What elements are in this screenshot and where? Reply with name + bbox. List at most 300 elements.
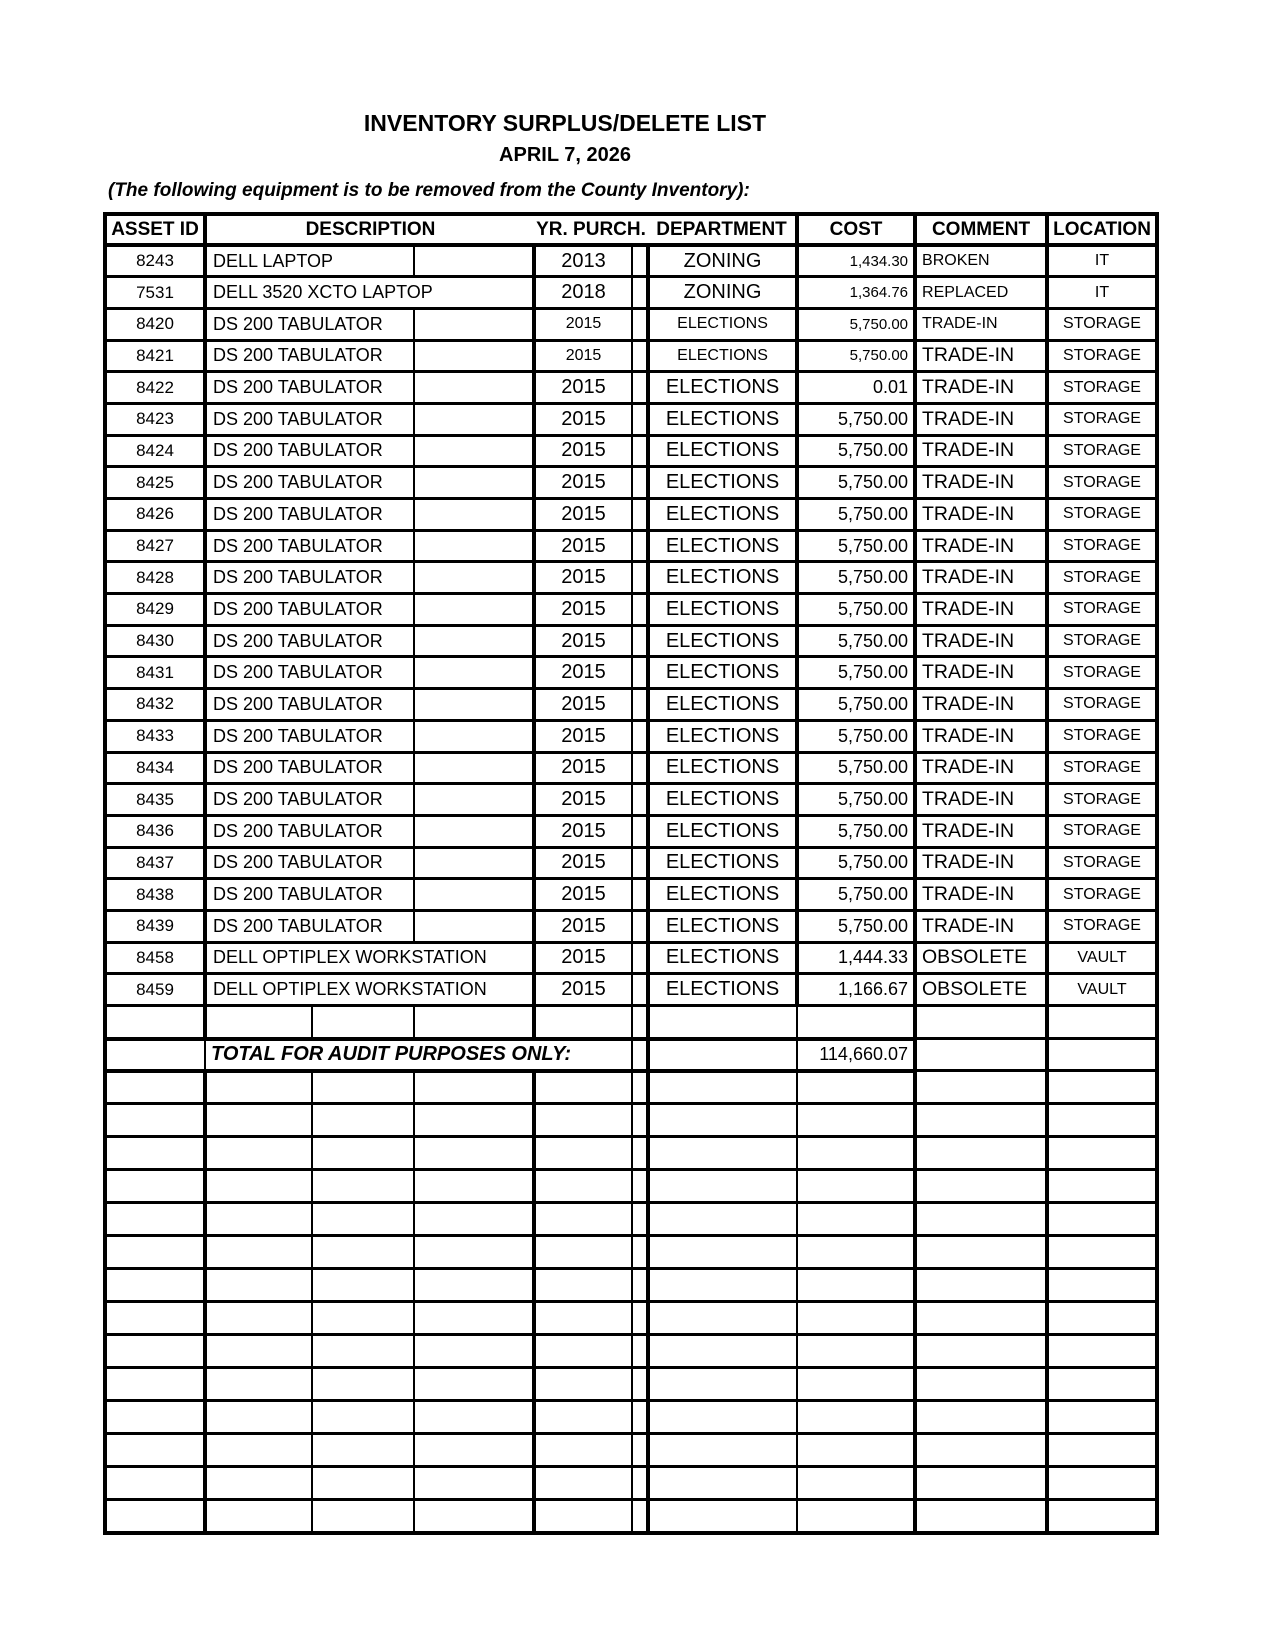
- cell-spacer: [632, 942, 648, 974]
- cell-comment: TRADE-IN: [915, 435, 1047, 467]
- cell-comment: BROKEN: [915, 245, 1047, 277]
- empty-cell: [312, 1434, 414, 1467]
- empty-row: [105, 1401, 1157, 1434]
- cell-comment: OBSOLETE: [915, 974, 1047, 1006]
- table-row: [105, 847, 1157, 879]
- empty-cell: [205, 1434, 312, 1467]
- empty-cell: [414, 1203, 534, 1236]
- cell-department: ELECTIONS: [648, 403, 797, 435]
- empty-cell: [105, 1236, 205, 1269]
- empty-cell: [915, 1236, 1047, 1269]
- empty-cell: [797, 1006, 915, 1039]
- empty-row: [105, 1236, 1157, 1269]
- cell-department: ELECTIONS: [648, 308, 797, 340]
- empty-cell: [648, 1104, 797, 1137]
- cell-comment: TRADE-IN: [915, 815, 1047, 847]
- empty-cell: [414, 1170, 534, 1203]
- empty-row: [105, 1104, 1157, 1137]
- header-asset-id: ASSET ID: [105, 214, 205, 245]
- cell-spacer: [632, 625, 648, 657]
- cell-year-purchased: 2015: [534, 530, 632, 562]
- blank-row: [105, 1006, 1157, 1039]
- empty-cell: [105, 1104, 205, 1137]
- cell-description: DS 200 TABULATOR: [205, 752, 414, 784]
- table-row: [105, 784, 1157, 816]
- cell-location: STORAGE: [1047, 910, 1157, 942]
- empty-cell: [1047, 1500, 1157, 1533]
- empty-cell: [105, 1368, 205, 1401]
- empty-cell: [534, 1467, 632, 1500]
- cell-department: ELECTIONS: [648, 657, 797, 689]
- cell-spacer: [632, 815, 648, 847]
- cell-comment: REPLACED: [915, 277, 1047, 309]
- cell-cost: 5,750.00: [797, 467, 915, 499]
- cell-cost: 5,750.00: [797, 784, 915, 816]
- empty-cell: [1047, 1434, 1157, 1467]
- empty-cell: [205, 1401, 312, 1434]
- cell-department: ZONING: [648, 277, 797, 309]
- empty-cell: [1047, 1203, 1157, 1236]
- cell-cost: 5,750.00: [797, 815, 915, 847]
- cell-comment: TRADE-IN: [915, 689, 1047, 721]
- empty-cell: [648, 1203, 797, 1236]
- cell-spacer: [632, 277, 648, 309]
- empty-cell: [648, 1335, 797, 1368]
- empty-cell: [534, 1137, 632, 1170]
- cell-cost: 5,750.00: [797, 594, 915, 626]
- total-row: [105, 1039, 1157, 1071]
- cell-asset-id: 8425: [105, 467, 205, 499]
- empty-cell: [105, 1335, 205, 1368]
- cell-cost: 5,750.00: [797, 308, 915, 340]
- cell-year-purchased: 2015: [534, 847, 632, 879]
- cell-spacer: [632, 879, 648, 911]
- cell-department: ELECTIONS: [648, 435, 797, 467]
- empty-cell: [797, 1236, 915, 1269]
- empty-cell: [534, 1500, 632, 1533]
- table-row: [105, 594, 1157, 626]
- cell-description: DS 200 TABULATOR: [205, 815, 414, 847]
- empty-cell: [312, 1368, 414, 1401]
- empty-cell: [312, 1500, 414, 1533]
- cell-location: IT: [1047, 245, 1157, 277]
- cell-description: DS 200 TABULATOR: [205, 308, 414, 340]
- cell-location: STORAGE: [1047, 689, 1157, 721]
- cell-description-spill: [414, 752, 534, 784]
- empty-cell: [414, 1368, 534, 1401]
- cell-description-spill: [414, 340, 534, 372]
- cell-department: ELECTIONS: [648, 784, 797, 816]
- cell-asset-id: 8434: [105, 752, 205, 784]
- empty-cell: [648, 1302, 797, 1335]
- cell-description: DS 200 TABULATOR: [205, 340, 414, 372]
- empty-cell: [105, 1039, 205, 1071]
- empty-cell: [1047, 1335, 1157, 1368]
- cell-location: STORAGE: [1047, 530, 1157, 562]
- header-comment: COMMENT: [915, 214, 1047, 245]
- table-row: [105, 974, 1157, 1006]
- cell-spacer: [632, 784, 648, 816]
- empty-cell: [312, 1467, 414, 1500]
- cell-asset-id: 8438: [105, 879, 205, 911]
- cell-asset-id: 8422: [105, 372, 205, 404]
- empty-cell: [105, 1302, 205, 1335]
- cell-year-purchased: 2013: [534, 245, 632, 277]
- empty-cell: [915, 1302, 1047, 1335]
- cell-location: STORAGE: [1047, 340, 1157, 372]
- cell-year-purchased: 2015: [534, 974, 632, 1006]
- empty-row: [105, 1137, 1157, 1170]
- cell-year-purchased: 2015: [534, 689, 632, 721]
- empty-cell: [797, 1467, 915, 1500]
- cell-cost: 5,750.00: [797, 847, 915, 879]
- empty-row: [105, 1335, 1157, 1368]
- empty-cell: [1047, 1269, 1157, 1302]
- cell-description: DS 200 TABULATOR: [205, 879, 414, 911]
- cell-description-spill: [414, 308, 534, 340]
- cell-spacer: [632, 530, 648, 562]
- cell-description: DS 200 TABULATOR: [205, 720, 414, 752]
- cell-cost: 5,750.00: [797, 657, 915, 689]
- empty-cell: [915, 1434, 1047, 1467]
- empty-cell: [414, 1302, 534, 1335]
- table-row: [105, 942, 1157, 974]
- document-note: (The following equipment is to be removed from the County Inventory):: [108, 180, 750, 201]
- cell-cost: 5,750.00: [797, 910, 915, 942]
- cell-location: STORAGE: [1047, 403, 1157, 435]
- empty-cell: [797, 1203, 915, 1236]
- cell-year-purchased: 2018: [534, 277, 632, 309]
- cell-year-purchased: 2015: [534, 372, 632, 404]
- cell-location: STORAGE: [1047, 467, 1157, 499]
- cell-year-purchased: 2015: [534, 403, 632, 435]
- cell-description: DELL 3520 XCTO LAPTOP: [205, 277, 534, 309]
- empty-cell: [648, 1500, 797, 1533]
- cell-description-spill: [414, 879, 534, 911]
- empty-cell: [915, 1368, 1047, 1401]
- cell-spacer: [632, 562, 648, 594]
- cell-year-purchased: 2015: [534, 340, 632, 372]
- cell-cost: 5,750.00: [797, 403, 915, 435]
- empty-cell: [105, 1269, 205, 1302]
- empty-cell: [797, 1137, 915, 1170]
- empty-cell: [312, 1269, 414, 1302]
- cell-comment: TRADE-IN: [915, 879, 1047, 911]
- empty-cell: [534, 1104, 632, 1137]
- cell-year-purchased: 2015: [534, 815, 632, 847]
- empty-cell: [534, 1434, 632, 1467]
- cell-location: STORAGE: [1047, 594, 1157, 626]
- cell-cost: 5,750.00: [797, 435, 915, 467]
- document-date: APRIL 7, 2026: [499, 144, 631, 166]
- cell-asset-id: 8429: [105, 594, 205, 626]
- cell-description: DS 200 TABULATOR: [205, 467, 414, 499]
- cell-asset-id: 8424: [105, 435, 205, 467]
- empty-row: [105, 1071, 1157, 1104]
- empty-cell: [205, 1269, 312, 1302]
- empty-cell: [312, 1104, 414, 1137]
- empty-cell: [648, 1434, 797, 1467]
- cell-location: STORAGE: [1047, 847, 1157, 879]
- empty-cell: [414, 1335, 534, 1368]
- empty-cell: [534, 1401, 632, 1434]
- cell-asset-id: 8420: [105, 308, 205, 340]
- empty-cell: [105, 1434, 205, 1467]
- empty-cell: [648, 1071, 797, 1104]
- empty-cell: [414, 1236, 534, 1269]
- empty-cell: [797, 1269, 915, 1302]
- cell-department: ELECTIONS: [648, 625, 797, 657]
- cell-description-spill: [414, 467, 534, 499]
- cell-comment: TRADE-IN: [915, 372, 1047, 404]
- cell-year-purchased: 2015: [534, 562, 632, 594]
- cell-asset-id: 8435: [105, 784, 205, 816]
- empty-cell: [797, 1434, 915, 1467]
- cell-spacer: [632, 689, 648, 721]
- cell-year-purchased: 2015: [534, 657, 632, 689]
- empty-cell: [534, 1269, 632, 1302]
- empty-cell: [632, 1335, 648, 1368]
- cell-spacer: [632, 340, 648, 372]
- empty-cell: [648, 1467, 797, 1500]
- cell-cost: 1,166.67: [797, 974, 915, 1006]
- empty-cell: [915, 1104, 1047, 1137]
- cell-location: STORAGE: [1047, 562, 1157, 594]
- cell-description-spill: [414, 784, 534, 816]
- table-row: [105, 245, 1157, 277]
- empty-row: [105, 1203, 1157, 1236]
- cell-description: DS 200 TABULATOR: [205, 499, 414, 531]
- cell-cost: 5,750.00: [797, 499, 915, 531]
- empty-row: [105, 1302, 1157, 1335]
- cell-department: ELECTIONS: [648, 340, 797, 372]
- empty-cell: [105, 1071, 205, 1104]
- empty-cell: [205, 1170, 312, 1203]
- table-row: [105, 657, 1157, 689]
- empty-cell: [648, 1137, 797, 1170]
- total-value: 114,660.07: [797, 1039, 915, 1071]
- cell-year-purchased: 2015: [534, 625, 632, 657]
- empty-cell: [105, 1137, 205, 1170]
- cell-year-purchased: 2015: [534, 942, 632, 974]
- table-row: [105, 308, 1157, 340]
- empty-cell: [648, 1401, 797, 1434]
- cell-description-spill: [414, 562, 534, 594]
- cell-asset-id: 8439: [105, 910, 205, 942]
- cell-description: DELL OPTIPLEX WORKSTATION: [205, 974, 534, 1006]
- empty-cell: [1047, 1104, 1157, 1137]
- cell-comment: TRADE-IN: [915, 340, 1047, 372]
- empty-cell: [414, 1500, 534, 1533]
- cell-spacer: [632, 435, 648, 467]
- cell-cost: 5,750.00: [797, 752, 915, 784]
- empty-cell: [797, 1104, 915, 1137]
- cell-description: DS 200 TABULATOR: [205, 594, 414, 626]
- empty-row: [105, 1269, 1157, 1302]
- empty-cell: [1047, 1401, 1157, 1434]
- empty-row: [105, 1500, 1157, 1533]
- empty-cell: [414, 1006, 534, 1039]
- empty-cell: [632, 1401, 648, 1434]
- empty-cell: [205, 1335, 312, 1368]
- cell-description-spill: [414, 847, 534, 879]
- header-row: [105, 214, 1157, 245]
- empty-cell: [648, 1269, 797, 1302]
- header-yr-purch: YR. PURCH.: [534, 214, 648, 245]
- table-row: [105, 403, 1157, 435]
- empty-cell: [915, 1269, 1047, 1302]
- cell-spacer: [632, 657, 648, 689]
- table-row: [105, 467, 1157, 499]
- cell-location: STORAGE: [1047, 752, 1157, 784]
- cell-asset-id: 8430: [105, 625, 205, 657]
- empty-cell: [632, 1203, 648, 1236]
- cell-description: DS 200 TABULATOR: [205, 530, 414, 562]
- header-department: DEPARTMENT: [648, 214, 797, 245]
- cell-cost: 1,444.33: [797, 942, 915, 974]
- table-row: [105, 720, 1157, 752]
- cell-department: ELECTIONS: [648, 942, 797, 974]
- cell-description: DS 200 TABULATOR: [205, 784, 414, 816]
- cell-cost: 1,434.30: [797, 245, 915, 277]
- cell-location: STORAGE: [1047, 308, 1157, 340]
- empty-row: [105, 1170, 1157, 1203]
- cell-description-spill: [414, 499, 534, 531]
- cell-comment: TRADE-IN: [915, 657, 1047, 689]
- empty-row: [105, 1434, 1157, 1467]
- cell-department: ELECTIONS: [648, 594, 797, 626]
- empty-cell: [534, 1302, 632, 1335]
- cell-description: DELL LAPTOP: [205, 245, 414, 277]
- empty-cell: [1047, 1006, 1157, 1039]
- cell-comment: TRADE-IN: [915, 594, 1047, 626]
- cell-comment: TRADE-IN: [915, 308, 1047, 340]
- cell-asset-id: 8437: [105, 847, 205, 879]
- cell-asset-id: 8436: [105, 815, 205, 847]
- cell-year-purchased: 2015: [534, 720, 632, 752]
- empty-cell: [1047, 1368, 1157, 1401]
- table-row: [105, 277, 1157, 309]
- empty-cell: [632, 1170, 648, 1203]
- cell-year-purchased: 2015: [534, 879, 632, 911]
- empty-cell: [105, 1203, 205, 1236]
- empty-cell: [205, 1137, 312, 1170]
- empty-cell: [648, 1039, 797, 1071]
- empty-cell: [915, 1500, 1047, 1533]
- empty-cell: [915, 1006, 1047, 1039]
- empty-cell: [632, 1434, 648, 1467]
- empty-cell: [534, 1170, 632, 1203]
- empty-cell: [1047, 1137, 1157, 1170]
- cell-department: ELECTIONS: [648, 879, 797, 911]
- cell-year-purchased: 2015: [534, 467, 632, 499]
- cell-department: ELECTIONS: [648, 720, 797, 752]
- cell-spacer: [632, 974, 648, 1006]
- cell-spacer: [632, 372, 648, 404]
- cell-asset-id: 8426: [105, 499, 205, 531]
- table-row: [105, 689, 1157, 721]
- empty-cell: [915, 1137, 1047, 1170]
- cell-asset-id: 8428: [105, 562, 205, 594]
- cell-description-spill: [414, 530, 534, 562]
- empty-cell: [534, 1203, 632, 1236]
- empty-cell: [915, 1335, 1047, 1368]
- cell-description-spill: [414, 625, 534, 657]
- cell-cost: 5,750.00: [797, 689, 915, 721]
- cell-description: DS 200 TABULATOR: [205, 562, 414, 594]
- empty-cell: [534, 1071, 632, 1104]
- empty-cell: [414, 1467, 534, 1500]
- cell-year-purchased: 2015: [534, 784, 632, 816]
- cell-description: DS 200 TABULATOR: [205, 403, 414, 435]
- cell-comment: TRADE-IN: [915, 910, 1047, 942]
- empty-cell: [312, 1071, 414, 1104]
- empty-cell: [312, 1137, 414, 1170]
- empty-cell: [915, 1039, 1047, 1071]
- empty-cell: [312, 1236, 414, 1269]
- empty-cell: [205, 1104, 312, 1137]
- cell-department: ELECTIONS: [648, 467, 797, 499]
- empty-cell: [797, 1071, 915, 1104]
- empty-cell: [1047, 1039, 1157, 1071]
- cell-spacer: [632, 403, 648, 435]
- cell-year-purchased: 2015: [534, 435, 632, 467]
- cell-asset-id: 8459: [105, 974, 205, 1006]
- empty-cell: [797, 1335, 915, 1368]
- cell-description-spill: [414, 245, 534, 277]
- cell-comment: OBSOLETE: [915, 942, 1047, 974]
- cell-description-spill: [414, 689, 534, 721]
- empty-cell: [105, 1401, 205, 1434]
- total-label: TOTAL FOR AUDIT PURPOSES ONLY:: [205, 1039, 632, 1071]
- cell-asset-id: 8458: [105, 942, 205, 974]
- cell-description: DS 200 TABULATOR: [205, 689, 414, 721]
- empty-cell: [312, 1006, 414, 1039]
- document-title: INVENTORY SURPLUS/DELETE LIST: [363, 110, 767, 136]
- cell-description-spill: [414, 372, 534, 404]
- cell-location: STORAGE: [1047, 784, 1157, 816]
- empty-cell: [915, 1170, 1047, 1203]
- table-row: [105, 879, 1157, 911]
- cell-comment: TRADE-IN: [915, 562, 1047, 594]
- table-row: [105, 372, 1157, 404]
- cell-location: STORAGE: [1047, 435, 1157, 467]
- cell-cost: 5,750.00: [797, 562, 915, 594]
- cell-description: DS 200 TABULATOR: [205, 847, 414, 879]
- cell-year-purchased: 2015: [534, 308, 632, 340]
- empty-cell: [632, 1302, 648, 1335]
- cell-department: ELECTIONS: [648, 815, 797, 847]
- cell-asset-id: 8423: [105, 403, 205, 435]
- empty-cell: [632, 1039, 648, 1071]
- empty-cell: [534, 1368, 632, 1401]
- cell-asset-id: 8421: [105, 340, 205, 372]
- cell-location: STORAGE: [1047, 625, 1157, 657]
- table-row: [105, 562, 1157, 594]
- table-row: [105, 340, 1157, 372]
- cell-spacer: [632, 467, 648, 499]
- cell-location: STORAGE: [1047, 499, 1157, 531]
- cell-location: STORAGE: [1047, 720, 1157, 752]
- empty-cell: [205, 1302, 312, 1335]
- empty-cell: [105, 1467, 205, 1500]
- empty-cell: [414, 1269, 534, 1302]
- cell-department: ELECTIONS: [648, 562, 797, 594]
- cell-asset-id: 8432: [105, 689, 205, 721]
- empty-cell: [105, 1170, 205, 1203]
- cell-comment: TRADE-IN: [915, 625, 1047, 657]
- cell-description-spill: [414, 815, 534, 847]
